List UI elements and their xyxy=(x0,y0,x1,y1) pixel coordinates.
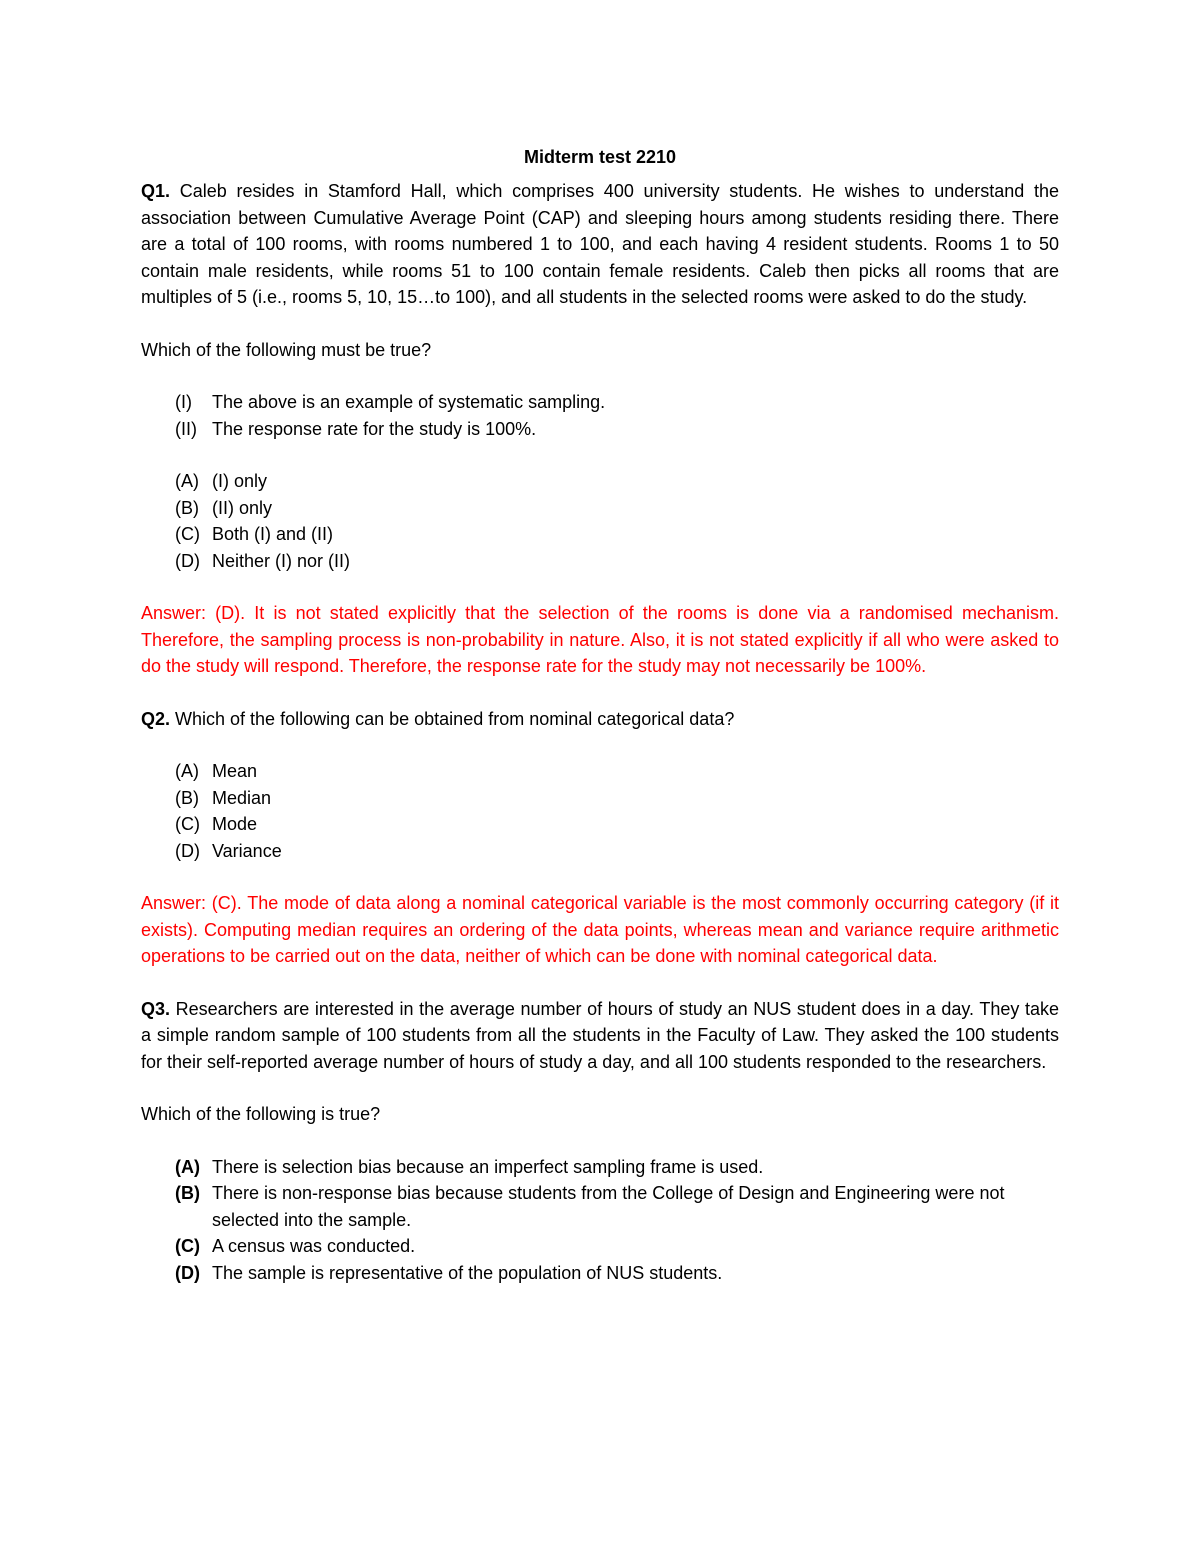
option-mark: (C) xyxy=(175,814,200,834)
question-1-body: Caleb resides in Stamford Hall, which comprises 400 university students. He wishes to understand the association between Cumulative Average Point (CAP) and sleeping hours among students residing there. There are a total of 100 rooms, with rooms numbered 1 to 100, and each having 4 resident students. Rooms 1 to 50 contain male residents, while rooms 51 to 100 contain female residents. Caleb then picks all rooms that are multiples of 5 (i.e., rooms 5, 10, 15…to 100), and all students in the selected rooms were asked to do the study. xyxy=(141,181,1059,307)
question-1-answer: Answer: (D). It is not stated explicitly that the selection of the rooms is done via a randomised mechanism. Therefore, the sampling process is non-probability in nature. Also, it is not stated explicitly if all who were asked to do the study will respond. Therefore, the response rate for the study may not necessarily be 100%. xyxy=(141,603,1059,676)
option-item xyxy=(141,521,1059,548)
option-text: Median xyxy=(212,787,272,808)
option-mark: (C) xyxy=(175,1236,200,1256)
question-3-number: Q3. xyxy=(141,998,171,1019)
statement-item xyxy=(141,389,1059,416)
option-item xyxy=(141,1180,1059,1233)
option-text: The sample is representative of the population of NUS students. xyxy=(212,1262,723,1283)
option-mark: (B) xyxy=(175,787,199,808)
option-item xyxy=(141,758,1059,785)
question-3-body: Researchers are interested in the average number of hours of study an NUS student does in a day. They take a simple random sample of 100 students from all the students in the Faculty of Law. They asked the 100 students for their self-reported average number of hours of study a day, and all 100 students responded to the researchers. xyxy=(141,998,1059,1072)
option-mark: (B) xyxy=(175,1183,200,1203)
question-3-prompt: Which of the following is true? xyxy=(141,1104,381,1124)
option-item xyxy=(141,1154,1059,1181)
statement-text: The above is an example of systematic sampling. xyxy=(212,392,606,412)
question-1-prompt: Which of the following must be true? xyxy=(141,339,432,360)
question-2-options xyxy=(141,758,1059,864)
option-item xyxy=(141,548,1059,575)
option-text: There is non-response bias because students from the College of Design and Engineering were not selected into the sample. xyxy=(212,1183,1005,1230)
option-text: Mode xyxy=(212,814,258,834)
option-item xyxy=(141,468,1059,495)
question-3-options xyxy=(141,1154,1059,1287)
option-mark: (A) xyxy=(175,471,199,491)
option-text: Mean xyxy=(212,761,258,781)
option-mark: (A) xyxy=(175,1156,200,1177)
option-mark: (C) xyxy=(175,524,200,544)
option-text: (II) only xyxy=(212,497,273,518)
document-page xyxy=(141,140,1059,1286)
statement-text: The response rate for the study is 100%. xyxy=(212,418,537,439)
option-text: (I) only xyxy=(212,471,268,491)
option-item xyxy=(141,785,1059,812)
statement-mark: (I) xyxy=(175,392,192,412)
option-text: Neither (I) nor (II) xyxy=(212,550,351,571)
question-3-text xyxy=(141,996,1059,1076)
question-2-text xyxy=(141,706,1059,733)
option-mark: (B) xyxy=(175,497,199,518)
statement-mark: (II) xyxy=(175,418,197,439)
option-item xyxy=(141,811,1059,838)
question-2-answer: Answer: (C). The mode of data along a nominal categorical variable is the most commonly occurring category (if it exists). Computing median requires an ordering of the data points, whereas mean and variance require arithmetic operations to be carried out on the data, neither of which can be done with nominal categorical data. xyxy=(141,893,1059,966)
option-item xyxy=(141,838,1059,865)
option-mark: (D) xyxy=(175,1262,200,1283)
option-item xyxy=(141,1260,1059,1287)
question-1-text xyxy=(141,178,1059,311)
option-item xyxy=(141,495,1059,522)
option-text: Both (I) and (II) xyxy=(212,524,334,544)
option-mark: (D) xyxy=(175,550,200,571)
question-2-number: Q2. xyxy=(141,708,171,729)
option-item xyxy=(141,1233,1059,1260)
option-mark: (D) xyxy=(175,840,200,861)
question-1-options xyxy=(141,468,1059,574)
option-text: A census was conducted. xyxy=(212,1236,416,1256)
question-1-statements xyxy=(141,389,1059,442)
question-2-body: Which of the following can be obtained from nominal categorical data? xyxy=(170,708,735,729)
statement-item xyxy=(141,416,1059,443)
option-text: There is selection bias because an imperfect sampling frame is used. xyxy=(212,1156,764,1177)
question-1-number: Q1. xyxy=(141,181,171,201)
document-title: Midterm test 2210 xyxy=(523,147,677,167)
option-text: Variance xyxy=(212,840,282,861)
option-mark: (A) xyxy=(175,761,199,781)
